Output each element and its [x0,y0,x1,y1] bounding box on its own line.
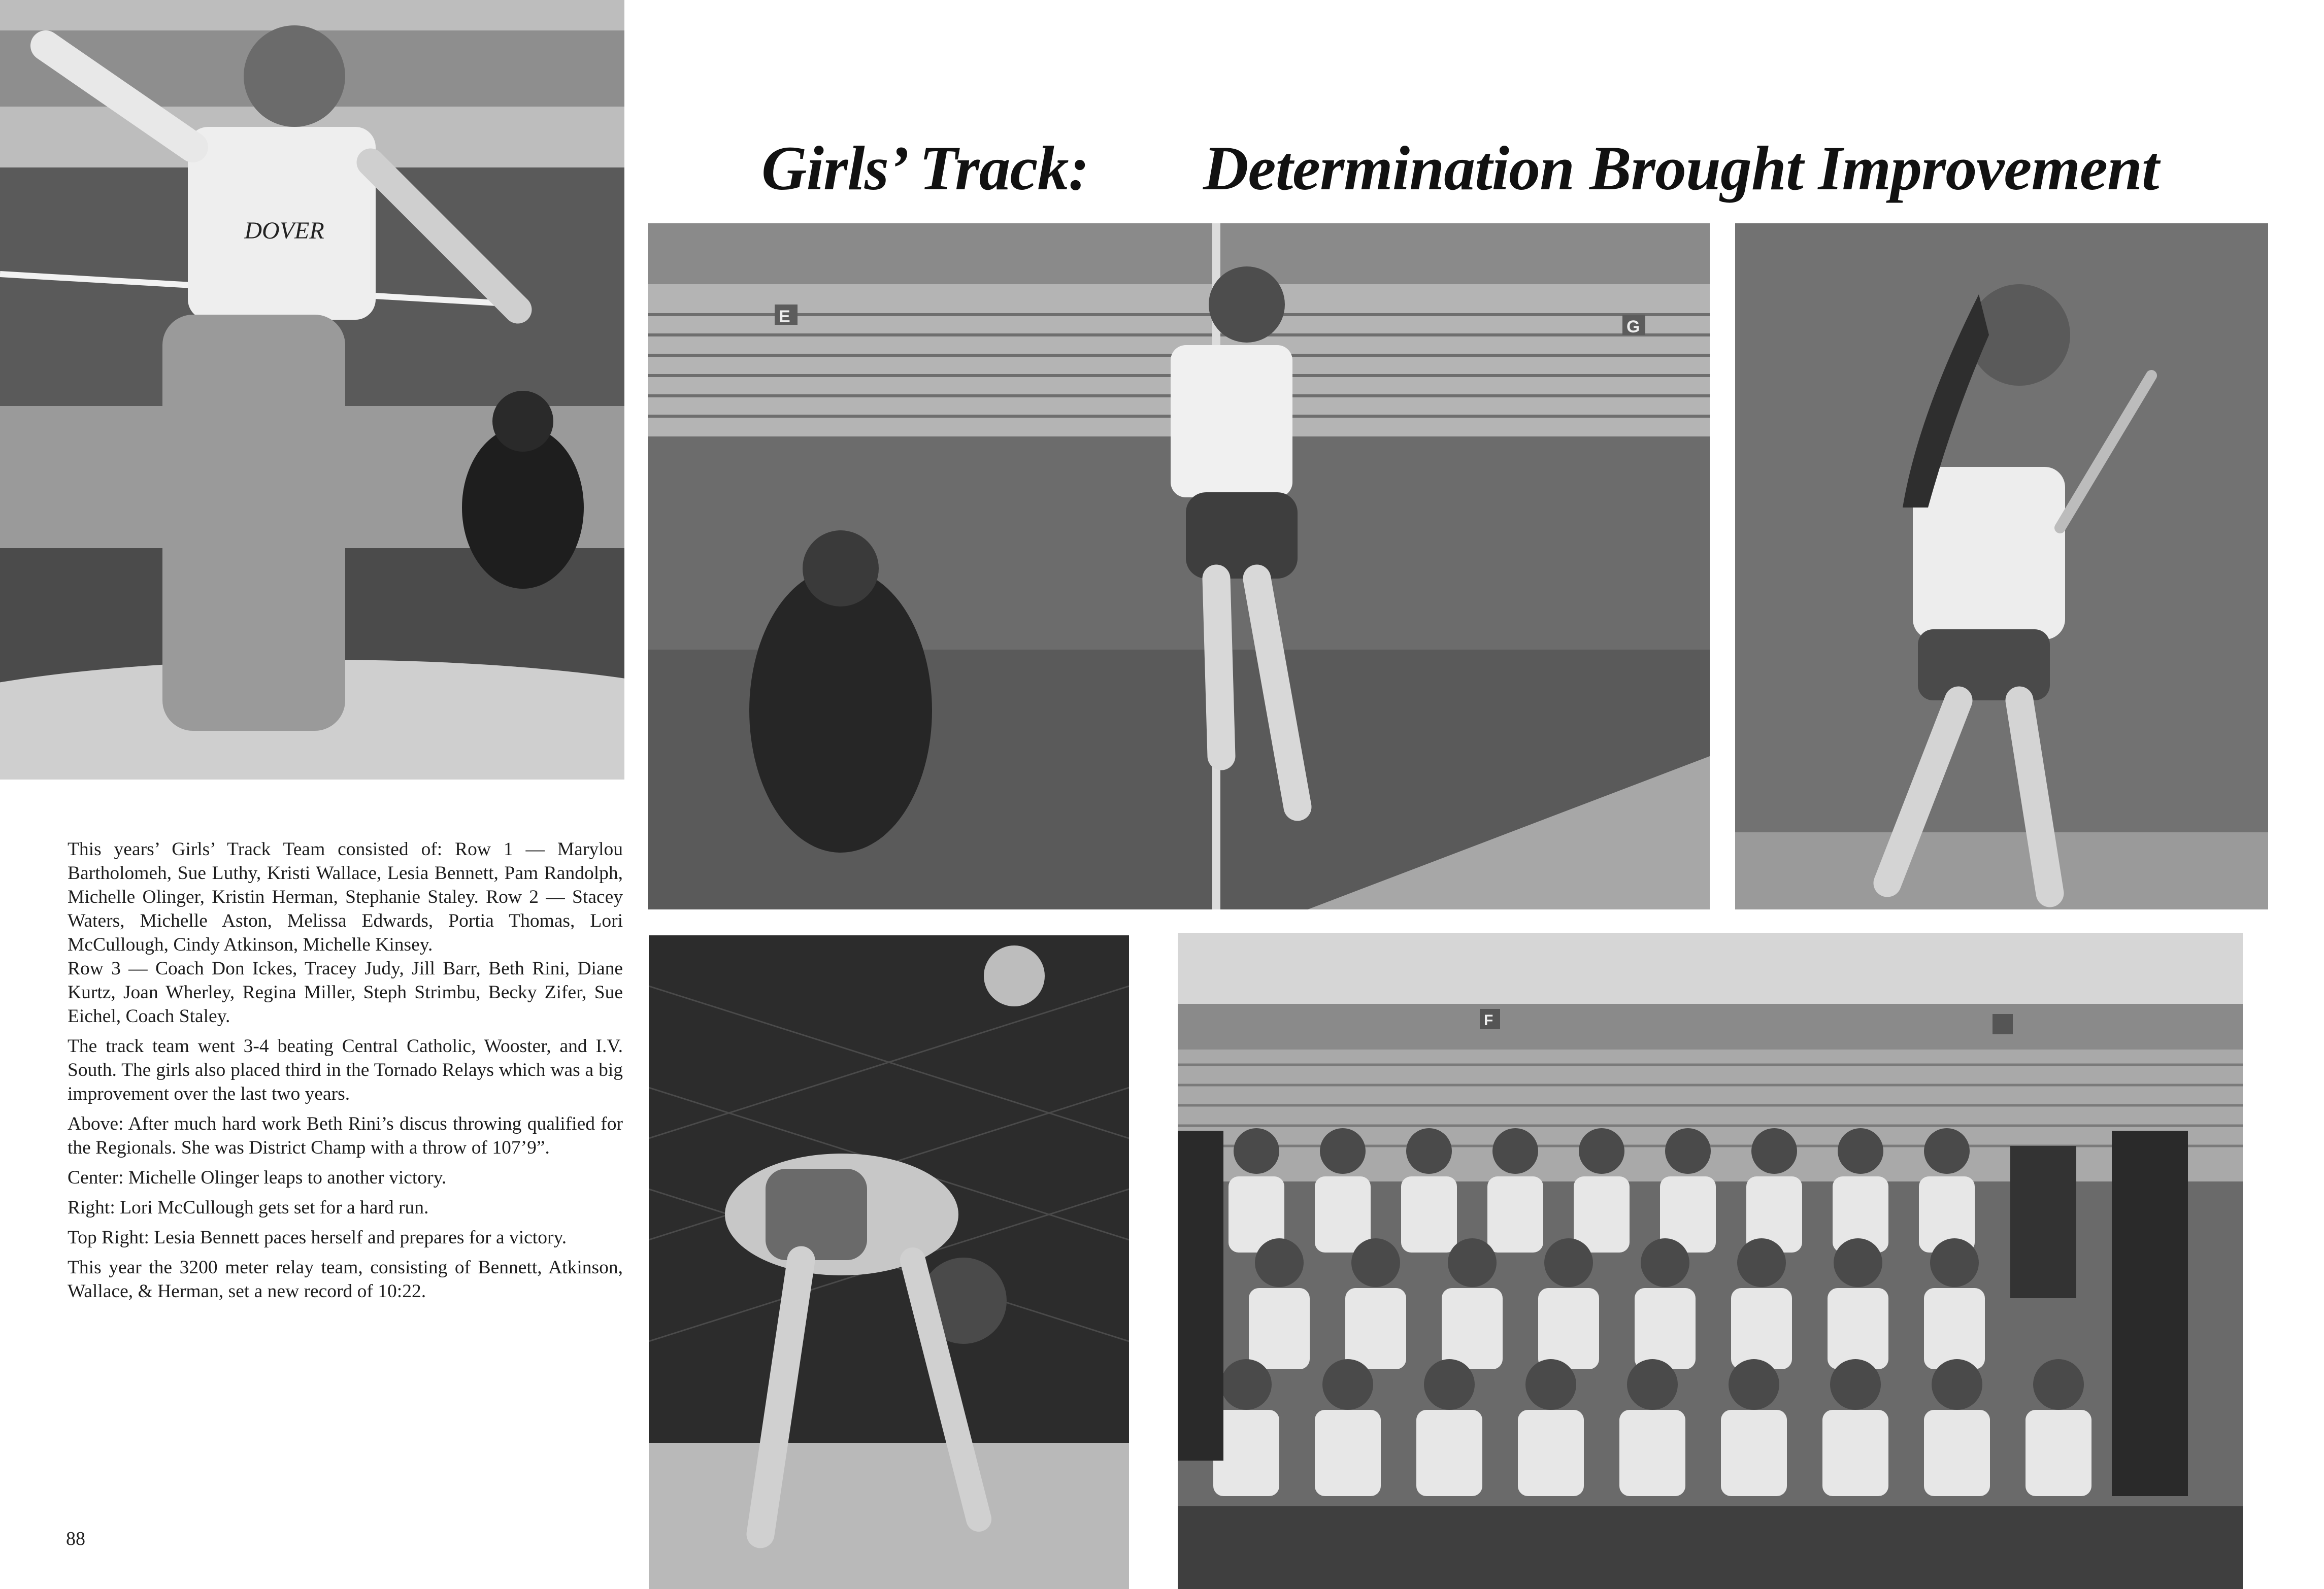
season-summary-text: The track team went 3-4 beating Central Catholic, Wooster, and I.V. South. The girls also placed third in the Tornado Relays which was a big improvement over the last two years. [68,1036,623,1104]
relay-runner-photo [1735,223,2268,909]
team-photo [1178,933,2243,1589]
page-title-part1: Girls’ Track: [761,133,1089,203]
caption-block [68,837,623,1309]
roster-row1-text: This years’ Girls’ Track Team consisted of: Row 1 — Marylou Bartholomeh, Sue Luthy, Kristi Wallace, Lesia Bennett, Pam Randolph, Michelle Olinger, Kristin Herman, Stephanie Staley. Row 2 — Stacey Waters, Michelle Aston, Melissa Edwards, Portia Thomas, Lori McCullough, Cindy Atkinson, Michelle Kinsey. [68,839,623,955]
long-jump-photo [648,223,1710,909]
bleacher-letter-g: G [1626,317,1640,336]
bleacher-letter-f: F [1484,1012,1493,1029]
page-number: 88 [66,1528,85,1549]
page-title-part2: Determination Brought Improvement [1203,133,2159,203]
caption-top-right: Top Right: Lesia Bennett paces herself and prepares for a victory. [68,1227,567,1248]
shirt-text: DOVER [244,217,324,244]
roster-row3-text: Row 3 — Coach Don Ickes, Tracey Judy, Jill Barr, Beth Rini, Diane Kurtz, Joan Wherley, Regina Miller, Steph Strimbu, Becky Zifer, Sue Eichel, Coach Staley. [68,958,623,1027]
caption-above: Above: After much hard work Beth Rini’s discus throwing qualified for the Regionals. She was District Champ with a throw of 107’9”. [68,1113,623,1158]
discus-throw-photo [0,0,624,780]
bleacher-letter-e: E [779,307,790,326]
relay-record-text: This year the 3200 meter relay team, consisting of Bennett, Atkinson, Wallace, & Herman, set a new record of 10:22. [68,1257,623,1302]
caption-right: Right: Lori McCullough gets set for a hard run. [68,1197,429,1218]
starting-position-photo [649,935,1129,1589]
caption-center: Center: Michelle Olinger leaps to another victory. [68,1167,447,1188]
